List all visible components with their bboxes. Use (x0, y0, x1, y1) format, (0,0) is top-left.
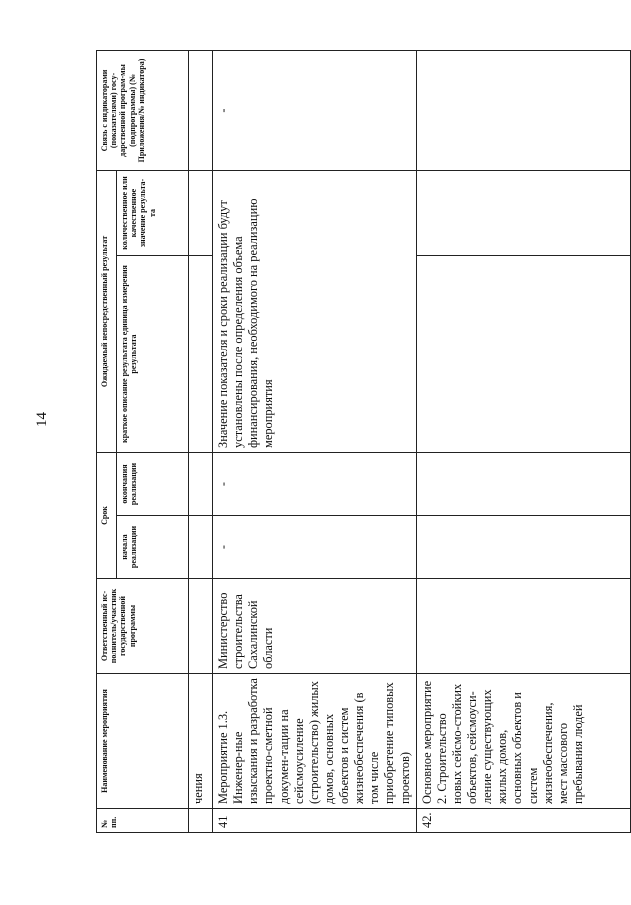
row-result-value (416, 171, 630, 256)
row-result-desc (189, 256, 213, 453)
row-start (416, 516, 630, 579)
row-responsible (189, 579, 213, 674)
header-result-desc: краткое описание результата единица измерения результата (117, 256, 189, 453)
row-result-desc: Значение показателя и сроки реализации будут установлены после определения объема финансирования, необходимого на реализацию мероприятия (213, 171, 417, 453)
row-indicator (416, 51, 630, 171)
row-num: 41 (213, 809, 417, 833)
row-start: - (213, 516, 417, 579)
table-row (213, 51, 417, 833)
header-indicator: Связь с индикаторами (показателями) госу-дарственной програм-мы (подпрограммы) (№ Приложения/№ индикатора) (97, 51, 189, 171)
header-num: № пп. (97, 809, 189, 833)
table-row (416, 51, 630, 833)
row-name: Мероприятие 1.3. Инженер-ные изыскания и разработка проектно-сметной докумен-тации на сейсмоусиление (строительство) жилых домов, основных объектов и систем жизнеобеспечения (в том числе приобретение типовых проектов) (213, 674, 417, 809)
row-result-desc (416, 256, 630, 453)
header-result: Ожидаемый непосредственный результат (97, 171, 117, 453)
header-term-start: начала реализации (117, 516, 189, 579)
header-responsible: Ответственный ис-полнитель/участник государственной программы (97, 579, 189, 674)
header-term: Срок (97, 453, 117, 579)
row-end (416, 453, 630, 516)
row-responsible: Министерство строительства Сахалинской области (213, 579, 417, 674)
row-responsible (416, 579, 630, 674)
row-num (189, 809, 213, 833)
row-result-value (189, 171, 213, 256)
header-result-value: количественное или качественное значение результа-та (117, 171, 189, 256)
row-indicator (189, 51, 213, 171)
row-end: - (213, 453, 417, 516)
header-term-end: окончания реализации (117, 453, 189, 516)
row-indicator: - (213, 51, 417, 171)
table-row (189, 51, 213, 833)
row-name: чения (189, 674, 213, 809)
events-table (96, 50, 631, 833)
row-num: 42. (416, 809, 630, 833)
header-name: Наименование мероприятия (97, 674, 189, 809)
row-start (189, 516, 213, 579)
rotated-table-wrapper (96, 51, 631, 833)
row-end (189, 453, 213, 516)
page-number: 14 (34, 412, 50, 427)
row-name: Основное мероприятие 2. Строительство новых сейсмо-стойких объектов, сейсмоуси-ление существующих жилых домов, основных объектов и систем жизнеобеспечения, мест массового пребывания людей (416, 674, 630, 809)
